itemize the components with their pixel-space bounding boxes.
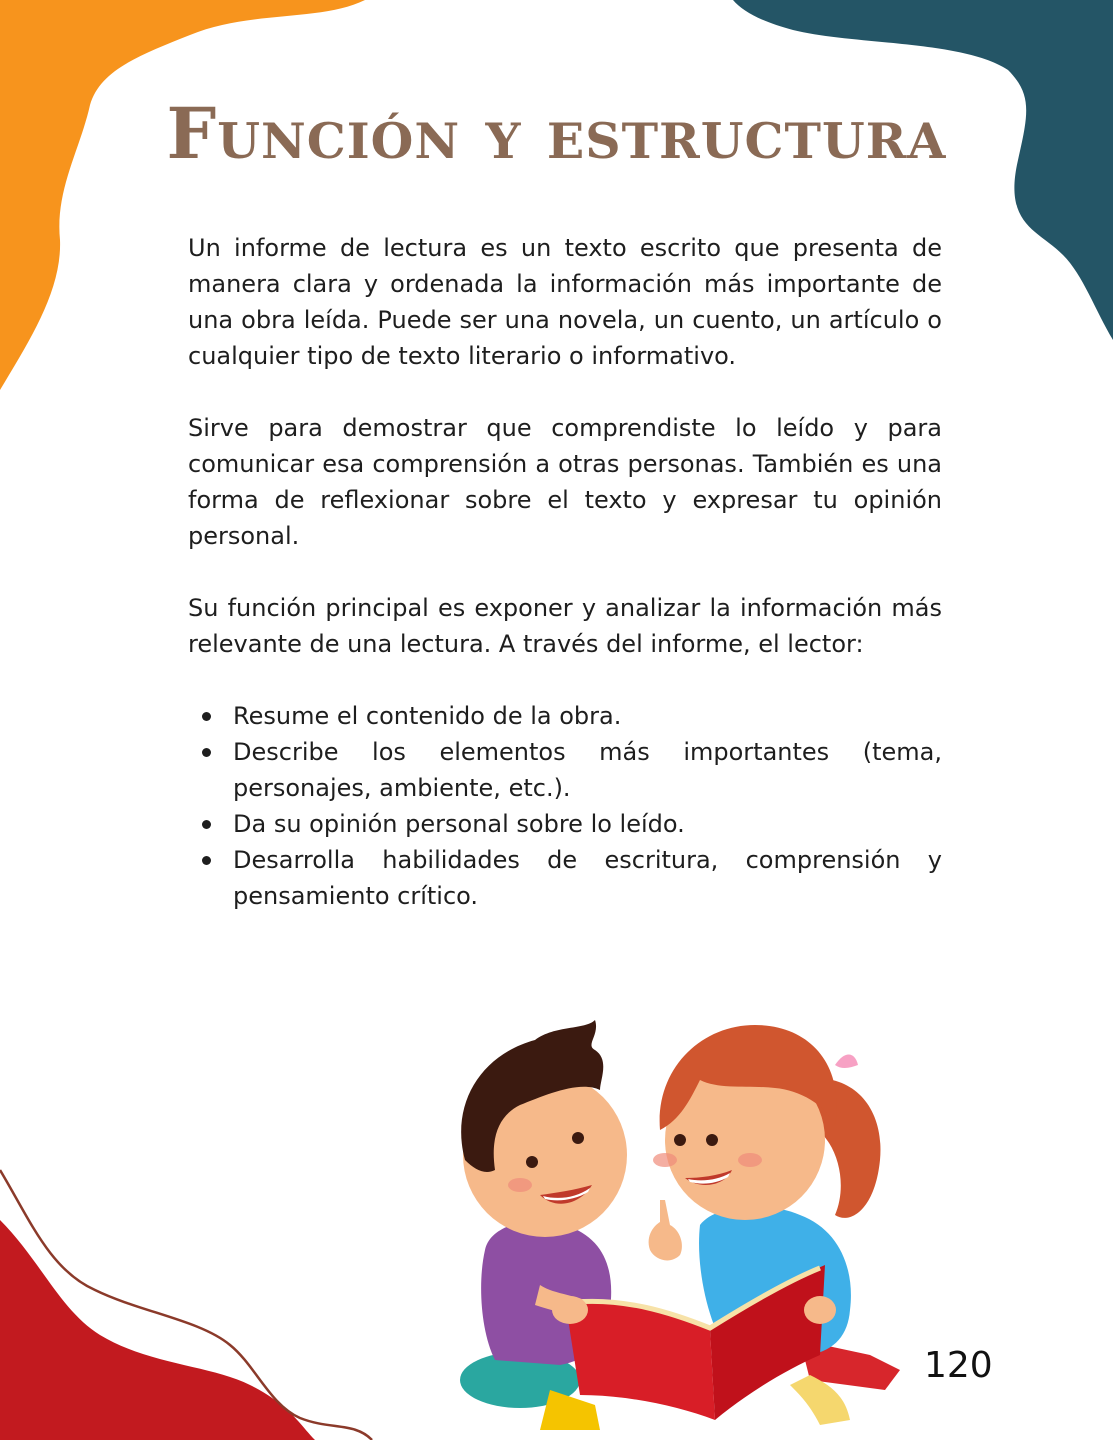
list-item: Da su opinión personal sobre lo leído.: [233, 806, 942, 842]
paragraph-purpose: Sirve para demostrar que comprendiste lo leído y para comunicar esa comprensión a otras personas. También es una forma de reflexionar sobre el texto y expresar tu opinión personal.: [188, 414, 942, 550]
paragraph-function: Su función principal es exponer y analizar la información más relevante de una lectura. A través del informe, el lector:: [188, 594, 942, 658]
children-reading-illustration: [380, 1010, 910, 1430]
body-text: [188, 230, 942, 914]
list-item: Resume el contenido de la obra.: [233, 698, 942, 734]
bullet-list: [188, 698, 942, 914]
paragraph-definition: Un informe de lectura es un texto escrito que presenta de manera clara y ordenada la información más importante de una obra leída. Puede ser una novela, un cuento, un artículo o cualquier tipo de texto literario o informativo.: [188, 234, 942, 370]
red-corner-shape: [0, 1160, 380, 1440]
page-title: Función y estructura: [166, 92, 947, 175]
page-number: 120: [924, 1345, 993, 1386]
list-item: Describe los elementos más importantes (tema, personajes, ambiente, etc.).: [233, 734, 942, 806]
list-item: Desarrolla habilidades de escritura, comprensión y pensamiento crítico.: [233, 842, 942, 914]
